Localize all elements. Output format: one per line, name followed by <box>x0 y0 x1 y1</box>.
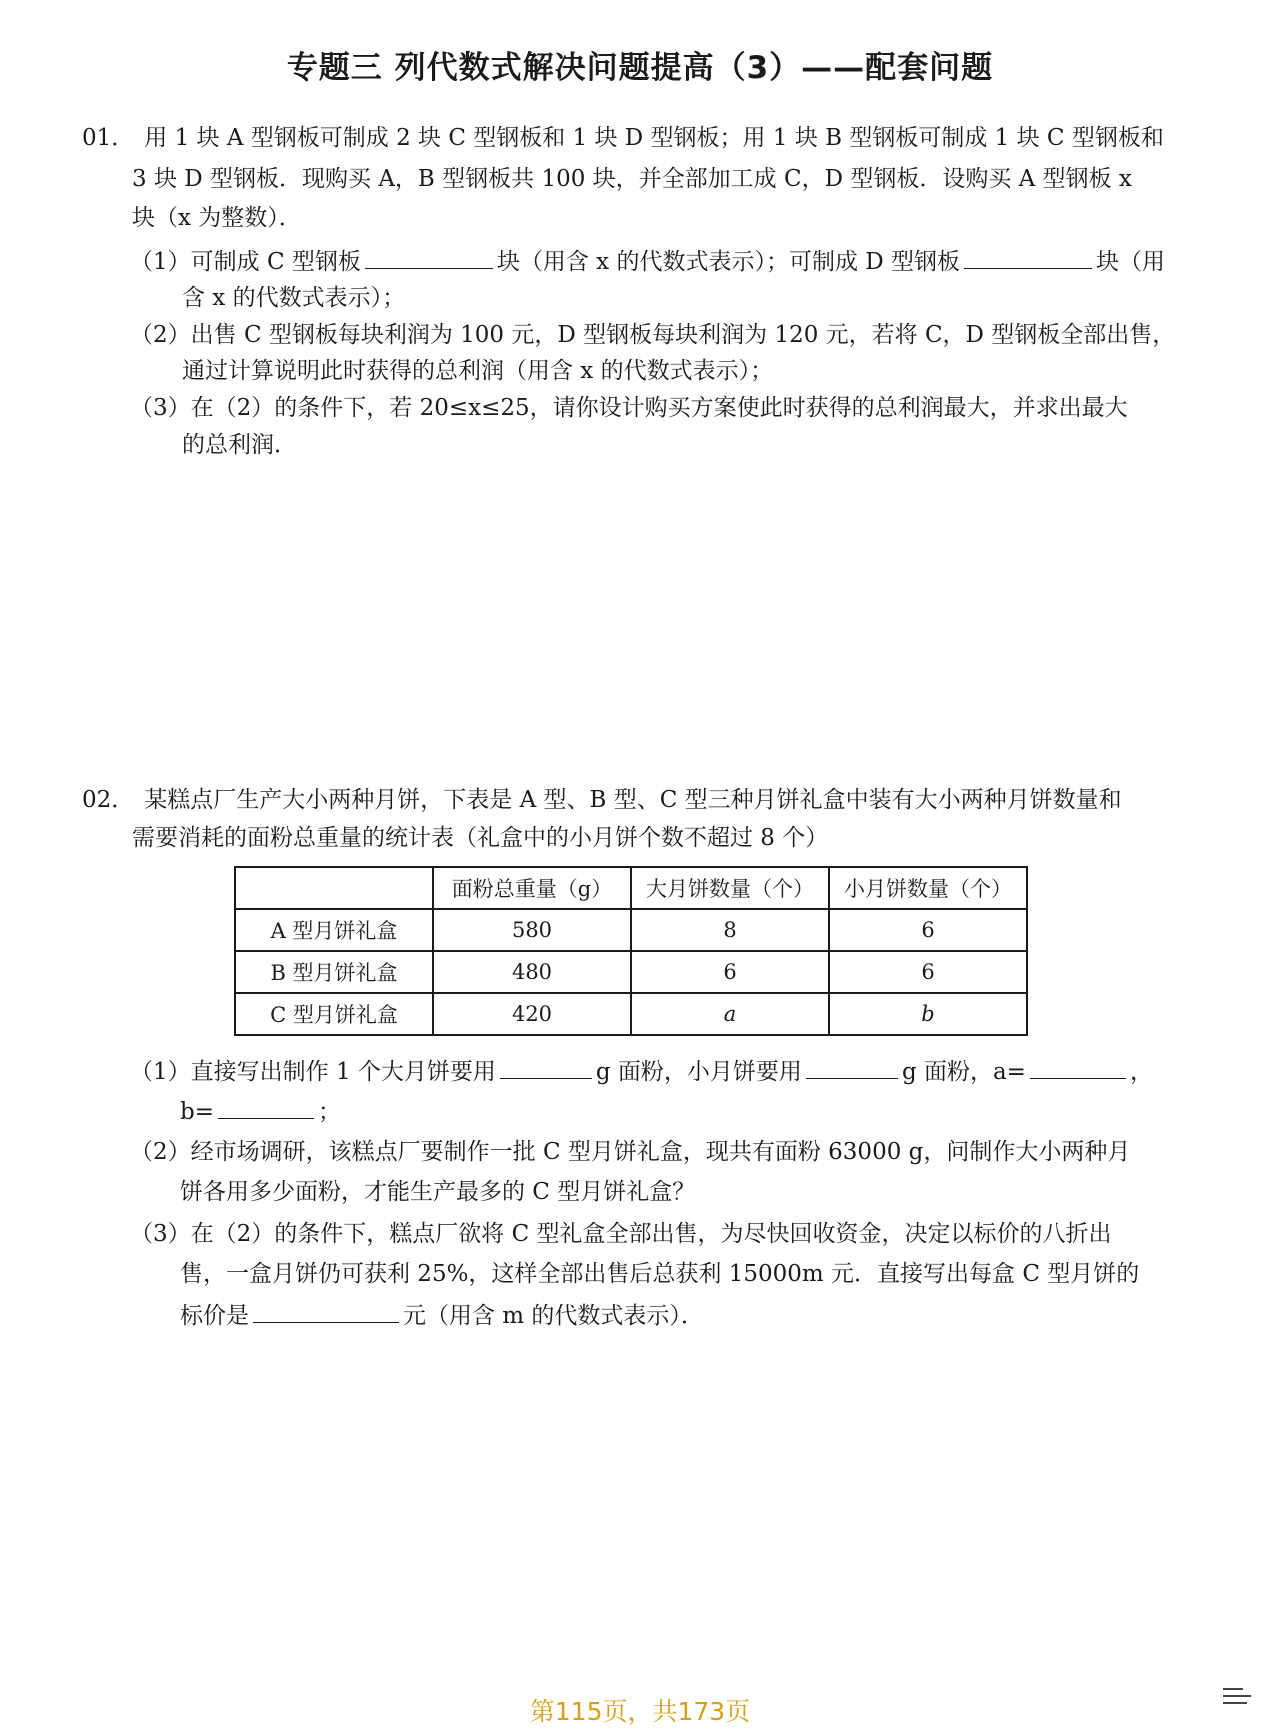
q2-part2-line-1: （2）经市场调研，该糕点厂要制作一批 C 型月饼礼盒，现共有面粉 63000 g，问制作大小两种月 <box>130 1139 1131 1165</box>
q2-stem-1: 某糕点厂生产大小两种月饼，下表是 A 型、B 型、C 型三种月饼礼盒中装有大小两种月饼数量和 <box>144 787 1122 813</box>
table-cell: C 型月饼礼盒 <box>235 993 433 1035</box>
table-cell: 6 <box>829 909 1027 951</box>
q1-part1-line-2: 含 x 的代数式表示）； <box>182 285 406 311</box>
q2-part3-b: 元（用含 m 的代数式表示）． <box>403 1303 704 1329</box>
table-cell: 480 <box>433 951 631 993</box>
q2-part3-line-3 <box>180 1300 704 1331</box>
q2-part1-c: g 面粉，a= <box>901 1059 1026 1085</box>
q2-part1-b: g 面粉，小月饼要用 <box>595 1059 802 1085</box>
q2-part3-line-2: 售，一盒月饼仍可获利 25%，这样全部出售后总获利 15000m 元．直接写出每盒 C 型月饼的 <box>180 1261 1140 1287</box>
page-title: 专题三 列代数式解决问题提高（3）——配套问题 <box>286 50 994 86</box>
q1-part3-line-2: 的总利润． <box>182 432 297 458</box>
table-header-row <box>235 867 1027 909</box>
q2-part1-b-label: b= <box>180 1099 214 1125</box>
q1-part1-a: （1）可制成 C 型钢板 <box>130 249 361 275</box>
page-number-indicator: 第115页，共173页 <box>529 1697 751 1726</box>
q2-part1-a: （1）直接写出制作 1 个大月饼要用 <box>130 1059 496 1085</box>
mooncake-table <box>234 866 1028 1036</box>
menu-icon[interactable] <box>1223 1688 1251 1710</box>
q1-stem-line-3: 块（x 为整数）． <box>132 205 302 231</box>
q2-stem-line-1 <box>82 785 1122 815</box>
q2-part1-end: ； <box>318 1099 341 1125</box>
table-cell: 6 <box>631 951 829 993</box>
q1-stem-line-1 <box>82 123 1164 153</box>
q2-part1-line-2 <box>180 1096 341 1127</box>
q2-answer-blank-small[interactable] <box>806 1056 898 1079</box>
table-cell: 8 <box>631 909 829 951</box>
table-cell: 580 <box>433 909 631 951</box>
table-header-cell: 面粉总重量（g） <box>433 867 631 909</box>
table-header-cell: 小月饼数量（个） <box>829 867 1027 909</box>
q1-part1-b: 块（用含 x 的代数式表示）；可制成 D 型钢板 <box>496 249 961 275</box>
q1-answer-blank-c[interactable] <box>365 246 493 269</box>
table-cell: 6 <box>829 951 1027 993</box>
q1-part3-line-1: （3）在（2）的条件下，若 20≤x≤25，请你设计购买方案使此时获得的总利润最大，并求出最大 <box>130 395 1128 421</box>
q2-part1-line-1 <box>130 1056 1153 1087</box>
table-row <box>235 993 1027 1035</box>
q2-answer-blank-price[interactable] <box>253 1300 399 1323</box>
q1-part1-c: 块（用 <box>1096 249 1166 275</box>
table-header-cell: 大月饼数量（个） <box>631 867 829 909</box>
q1-part2-line-1: （2）出售 C 型钢板每块利润为 100 元，D 型钢板每块利润为 120 元，若将 C，D 型钢板全部出售， <box>130 322 1176 348</box>
q2-part3-a: 标价是 <box>180 1303 249 1329</box>
q2-answer-blank-a[interactable] <box>1030 1056 1126 1079</box>
table-row <box>235 909 1027 951</box>
table-cell: 420 <box>433 993 631 1035</box>
q1-stem-line-2: 3 块 D 型钢板．现购买 A，B 型钢板共 100 块，并全部加工成 C，D 型钢板．设购买 A 型钢板 x <box>132 166 1132 192</box>
q1-answer-blank-d[interactable] <box>964 246 1092 269</box>
table-row <box>235 951 1027 993</box>
q2-stem-line-2: 需要消耗的面粉总重量的统计表（礼盒中的小月饼个数不超过 8 个） <box>132 825 829 851</box>
q1-number: 01． <box>82 125 135 151</box>
q2-answer-blank-b[interactable] <box>218 1096 314 1119</box>
table-cell: A 型月饼礼盒 <box>235 909 433 951</box>
q2-part1-d: ， <box>1129 1059 1153 1085</box>
q2-answer-blank-big[interactable] <box>500 1056 592 1079</box>
table-cell: B 型月饼礼盒 <box>235 951 433 993</box>
table-header-cell <box>235 867 433 909</box>
q2-part2-line-2: 饼各用多少面粉，才能生产最多的 C 型月饼礼盒？ <box>180 1179 696 1205</box>
q1-part2-line-2: 通过计算说明此时获得的总利润（用含 x 的代数式表示）； <box>182 358 774 384</box>
q1-part1-line-1 <box>130 246 1165 277</box>
q2-part3-line-1: （3）在（2）的条件下，糕点厂欲将 C 型礼盒全部出售，为尽快回收资金，决定以标价的八折出 <box>130 1221 1112 1247</box>
table-cell: a <box>631 993 829 1035</box>
q1-stem-1: 用 1 块 A 型钢板可制成 2 块 C 型钢板和 1 块 D 型钢板；用 1 块 B 型钢板可制成 1 块 C 型钢板和 <box>144 125 1164 151</box>
table-cell: b <box>829 993 1027 1035</box>
q2-number: 02． <box>82 787 135 813</box>
